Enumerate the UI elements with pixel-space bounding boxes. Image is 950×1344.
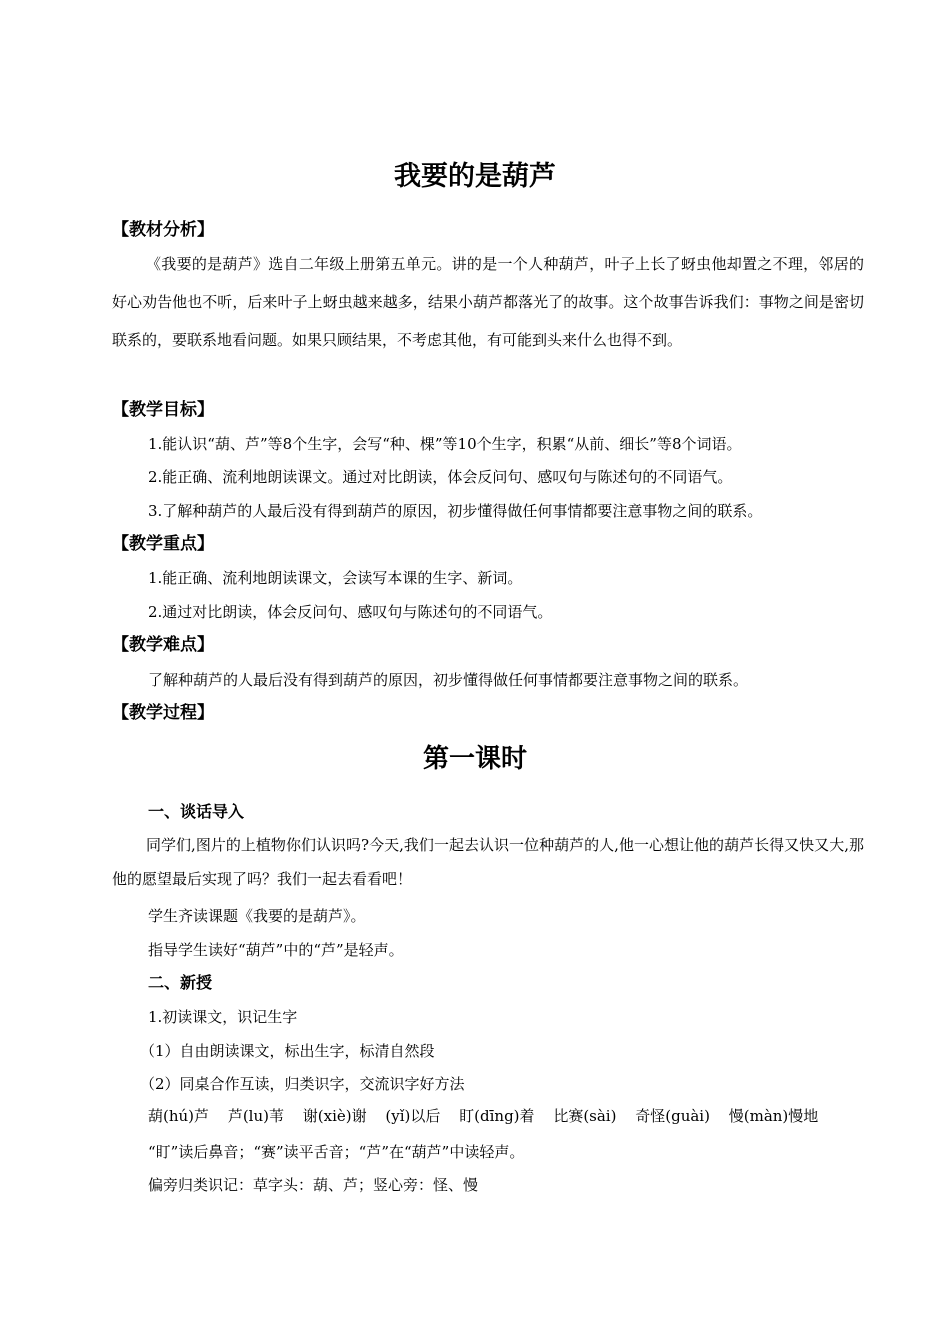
radical-note: 偏旁归类识记：草字头：葫、芦；竖心旁：怪、慢 <box>148 1176 479 1194</box>
analysis-paragraph: 《我要的是葫芦》选自二年级上册第五单元。讲的是一个人种葫芦，叶子上长了蚜虫他却置之不理，邻居的好心劝告他也不听，后来叶子上蚜虫越来越多，结果小葫芦都落光了的故事。这个故事告诉我们：事物之间是密切联系的，要联系地看问题。如果只顾结果，不考虑其他，有可能到头来什么也得不到。 <box>112 255 864 349</box>
heading-process: 【教学过程】 <box>112 703 214 723</box>
key-point-2: 2.通过对比朗读，体会反问句、感叹句与陈述句的不同语气。 <box>148 603 553 621</box>
heading-difficulty: 【教学难点】 <box>112 635 214 655</box>
pronunciation-note: “盯”读后鼻音；“赛”读平舌音；“芦”在“葫芦”中读轻声。 <box>148 1143 525 1161</box>
part2-heading: 二、新授 <box>148 973 213 992</box>
pinyin-word: 谢(xiè)谢 <box>302 1107 367 1125</box>
heading-goals: 【教学目标】 <box>112 400 214 420</box>
heading-analysis: 【教材分析】 <box>112 220 214 240</box>
part1-heading: 一、谈话导入 <box>148 802 245 821</box>
goal-item-1: 1.能认识“葫、芦”等8个生字，会写“种、棵”等10个生字，积累“从前、细长”等8个词语。 <box>148 435 742 453</box>
lesson-title: 第一课时 <box>422 744 527 774</box>
part2-sub2: （2）同桌合作互读，归类识字，交流识字好方法 <box>140 1075 465 1093</box>
difficulty-text: 了解种葫芦的人最后没有得到葫芦的原因，初步懂得做任何事情都要注意事物之间的联系。 <box>148 671 749 689</box>
pinyin-word: (yǐ)以后 <box>385 1107 441 1125</box>
document-title: 我要的是葫芦 <box>394 161 556 192</box>
pinyin-word-row <box>148 1104 832 1128</box>
part1-intro: 同学们,图片的上植物你们认识吗?今天,我们一起去认识一位种葫芦的人,他一心想让他的葫芦长得又快又大,那他的愿望最后实现了吗？我们一起去看看吧！ <box>112 836 864 888</box>
part1-line1: 学生齐读课题《我要的是葫芦》。 <box>148 907 366 925</box>
pinyin-word: 盯(dīng)着 <box>459 1107 535 1125</box>
pinyin-word: 奇怪(guài) <box>635 1107 710 1125</box>
goal-item-3: 3.了解种葫芦的人最后没有得到葫芦的原因，初步懂得做任何事情都要注意事物之间的联系。 <box>148 502 763 520</box>
part2-sub1: （1）自由朗读课文，标出生字，标清自然段 <box>140 1042 435 1060</box>
heading-key-points: 【教学重点】 <box>112 534 214 554</box>
part1-line2: 指导学生读好“葫芦”中的“芦”是轻声。 <box>148 941 404 959</box>
part2-step1: 1.初读课文，识记生字 <box>148 1008 298 1026</box>
pinyin-word: 比赛(sài) <box>553 1107 617 1125</box>
goal-item-2: 2.能正确、流利地朗读课文。通过对比朗读，体会反问句、感叹句与陈述句的不同语气。 <box>148 468 733 486</box>
pinyin-word: 芦(lu)苇 <box>227 1107 284 1125</box>
pinyin-word: 葫(hú)芦 <box>148 1107 210 1125</box>
pinyin-word: 慢(màn)慢地 <box>728 1107 819 1125</box>
key-point-1: 1.能正确、流利地朗读课文，会读写本课的生字、新词。 <box>148 569 523 587</box>
